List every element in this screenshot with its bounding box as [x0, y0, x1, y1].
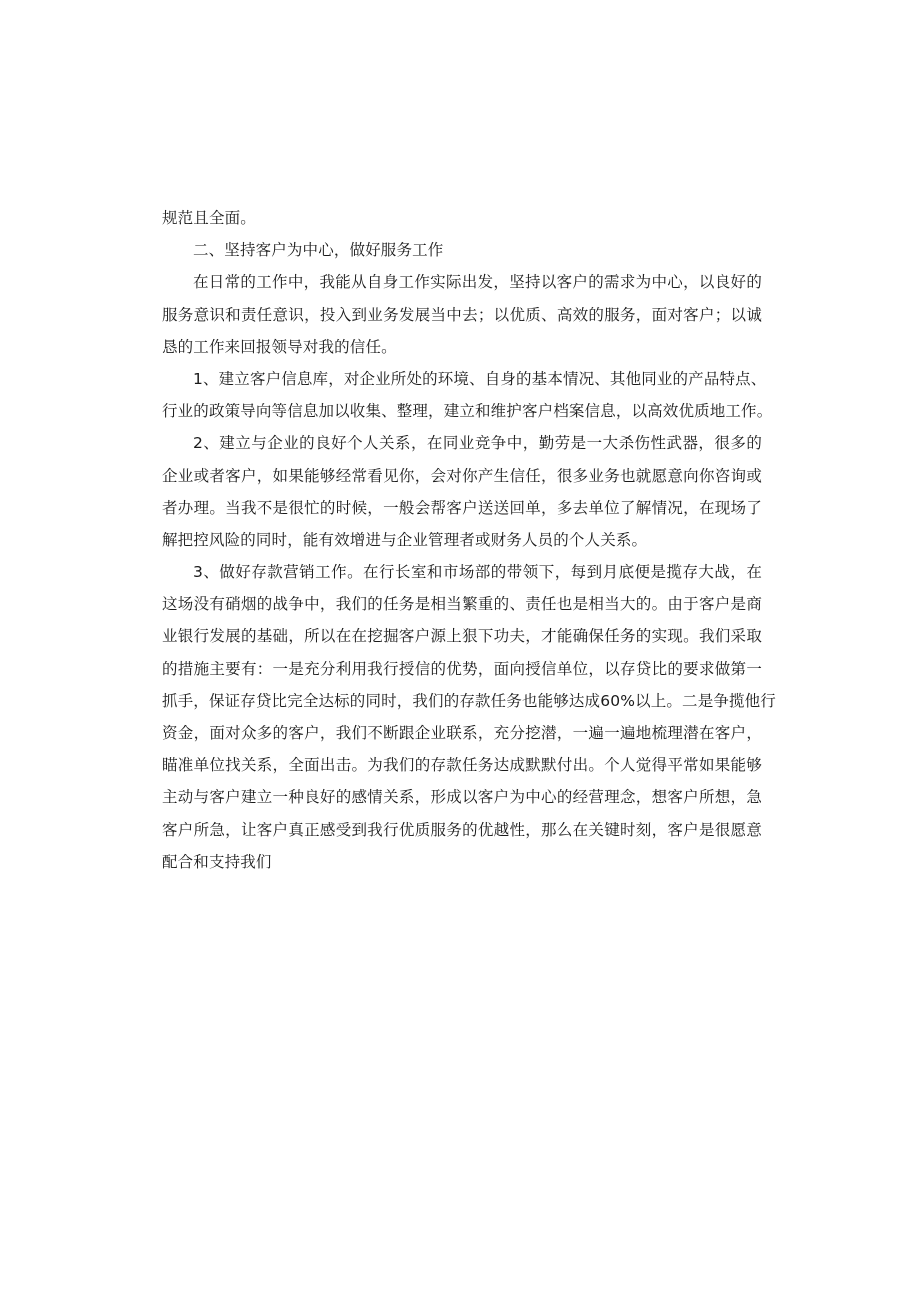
text-line: 在日常的工作中，我能从自身工作实际出发，坚持以客户的需求为中心，以良好的 — [193, 273, 762, 292]
section-heading: 二、坚持客户为中心，做好服务工作 — [193, 241, 444, 260]
text-line: 规范且全面。 — [162, 209, 256, 227]
text-line: 服务意识和责任意识，投入到业务发展当中去；以优质、高效的服务，面对客户；以诚 — [162, 305, 762, 324]
text-line: 配合和支持我们 — [162, 852, 272, 871]
text-line: 恳的工作来回报领导对我的信任。 — [162, 337, 397, 356]
document-body — [162, 202, 776, 878]
text-line: 解把控风险的同时，能有效增进与企业管理者或财务人员的个人关系。 — [162, 530, 648, 549]
text-line: 企业或者客户，如果能够经常看见你，会对你产生信任，很多业务也就愿意向你咨询或 — [162, 466, 762, 485]
text-line: 业银行发展的基础，所以在在挖掘客户源上狠下功夫，才能确保任务的实现。我们采取 — [162, 627, 762, 646]
text-line: 行业的政策导向等信息加以收集、整理，建立和维护客户档案信息，以高效优质地工作。 — [162, 402, 773, 421]
list-item-text: 3、做好存款营销工作。在行长室和市场部的带领下，每到月底便是揽存大战，在 — [193, 563, 762, 582]
text-line: 主动与客户建立一种良好的感情关系，形成以客户为中心的经营理念，想客户所想，急 — [162, 788, 762, 807]
text-line: 这场没有硝烟的战争中，我们的任务是相当繁重的、责任也是相当大的。由于客户是商 — [162, 595, 762, 614]
text-line: 客户所急，让客户真正感受到我行优质服务的优越性，那么在关键时刻，客户是很愿意 — [162, 820, 762, 839]
text-line: 的措施主要有：一是充分利用我行授信的优势，面向授信单位，以存贷比的要求做第一 — [162, 659, 762, 678]
text-line: 资金，面对众多的客户，我们不断跟企业联系，充分挖潜，一遍一遍地梳理潜在客户， — [162, 724, 762, 742]
list-item-text: 1、建立客户信息库，对企业所处的环境、自身的基本情况、其他同业的产品特点、 — [193, 369, 767, 388]
text-line: 瞄准单位找关系，全面出击。为我们的存款任务达成默默付出。个人觉得平常如果能够 — [162, 756, 762, 775]
text-line: 抓手，保证存贷比完全达标的同时，我们的存款任务也能够达成60%以上。二是争揽他行 — [162, 691, 776, 710]
list-item-text: 2、建立与企业的良好个人关系，在同业竞争中，勤劳是一大杀伤性武器，很多的 — [193, 434, 762, 453]
text-line: 者办理。当我不是很忙的时候，一般会帮客户送送回单，多去单位了解情况，在现场了 — [162, 498, 762, 517]
